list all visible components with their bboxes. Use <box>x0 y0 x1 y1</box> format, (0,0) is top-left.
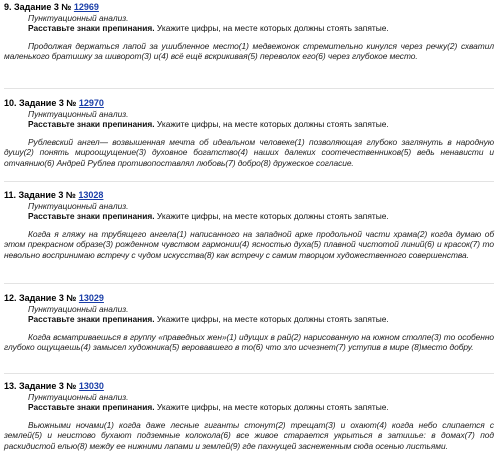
task-block <box>4 293 494 353</box>
task-text: Рублевский ангел— возвышенная мечта об идеальном человеке(1) позволяющая глубоко заглянуть в народную душу(2) понять мироощущение(3) духовное богатство(4) наших далеких соотечественников(5) ведь ненависти и отчаянию(6) Андрей Рублев противопоставлял любовь(7) добро(8) дружеское согласие. <box>4 136 494 168</box>
task-id-link[interactable]: 12969 <box>73 2 99 12</box>
task-type: Пунктуационный анализ. <box>28 201 129 211</box>
instruction-rest: Укажите цифры, на месте которых должны стоять запятые. <box>154 314 389 325</box>
task-heading <box>4 190 494 201</box>
task-heading <box>4 2 494 13</box>
task-heading <box>4 381 494 392</box>
task-instruction <box>28 402 494 412</box>
task-number-label: 10. Задание 3 № <box>4 98 77 108</box>
task-block <box>4 98 494 168</box>
instruction-rest: Укажите цифры, на месте которых должны стоять запятые. <box>154 23 389 34</box>
task-block <box>4 2 494 62</box>
task-block <box>4 190 494 260</box>
task-instruction <box>28 314 494 324</box>
task-type: Пунктуационный анализ. <box>28 392 129 402</box>
task-text: Когда я гляжу на трубящего ангела(1) написанного на западной арке продольной части храма(2) когда думаю об этом прекрасном образе(3) рожденном чувством гармонии(4) ясностью духа(5) плавной чистотой линий(6) и красок(7) то невольно воспринимаю встречу с чудом искусства(8) как встречу с самим творцом художественного совершенства. <box>4 228 494 260</box>
task-block <box>4 381 494 451</box>
task-number-label: 11. Задание 3 № <box>4 190 76 200</box>
task-heading <box>4 293 494 304</box>
instruction-bold: Расставьте знаки препинания. <box>28 23 155 34</box>
instruction-rest: Укажите цифры, на месте которых должны стоять запятые. <box>154 211 389 222</box>
task-type: Пунктуационный анализ. <box>28 13 129 23</box>
task-number-label: 9. Задание 3 № <box>4 2 72 12</box>
instruction-rest: Укажите цифры, на месте которых должны стоять запятые. <box>154 119 389 130</box>
task-id-link[interactable]: 13028 <box>78 190 104 200</box>
task-instruction <box>28 119 494 129</box>
task-number-label: 13. Задание 3 № <box>4 381 77 391</box>
task-id-link[interactable]: 12970 <box>78 98 104 108</box>
task-text: Когда всматриваешься в группу «праведных жен»(1) идущих в рай(2) нарисованную на южном столпе(3) то особенно глубоко ощущаешь(4) замысел художника(5) веровавшего в то(6) что зло исчезнет(7) уступив в мире (8)место добру. <box>4 331 494 353</box>
instruction-bold: Расставьте знаки препинания. <box>28 119 155 130</box>
task-heading <box>4 98 494 109</box>
divider <box>4 181 494 182</box>
task-type: Пунктуационный анализ. <box>28 109 129 119</box>
instruction-bold: Расставьте знаки препинания. <box>28 402 155 413</box>
task-instruction <box>28 211 494 221</box>
divider <box>4 88 494 89</box>
task-text: Вьюжными ночами(1) когда даже лесные гиганты стонут(2) трещат(3) и охают(4) когда небо слипается с землей(5) и неистово бухают подземные колокола(6) все живое старается укрыться в затишье: в домах(7) под раскидистой елью(8) между ее нижними лапами и землей(9) где пахнущей заснеженным сюда осенью листьями. <box>4 419 494 451</box>
task-id-link[interactable]: 13030 <box>78 381 104 391</box>
divider <box>4 373 494 374</box>
instruction-bold: Расставьте знаки препинания. <box>28 314 155 325</box>
divider <box>4 283 494 284</box>
task-id-link[interactable]: 13029 <box>78 293 104 303</box>
instruction-bold: Расставьте знаки препинания. <box>28 211 155 222</box>
task-instruction <box>28 23 494 33</box>
instruction-rest: Укажите цифры, на месте которых должны стоять запятые. <box>154 402 389 413</box>
task-number-label: 12. Задание 3 № <box>4 293 77 303</box>
task-text: Продолжая держаться лапой за ушибленное место(1) медвежонок стремительно кинулся через речку(2) схватил маленького братишку за шиворот(3) и(4) всё ещё вскрикивая(5) переволок его(6) через глубокое место. <box>4 40 494 62</box>
task-type: Пунктуационный анализ. <box>28 304 129 314</box>
